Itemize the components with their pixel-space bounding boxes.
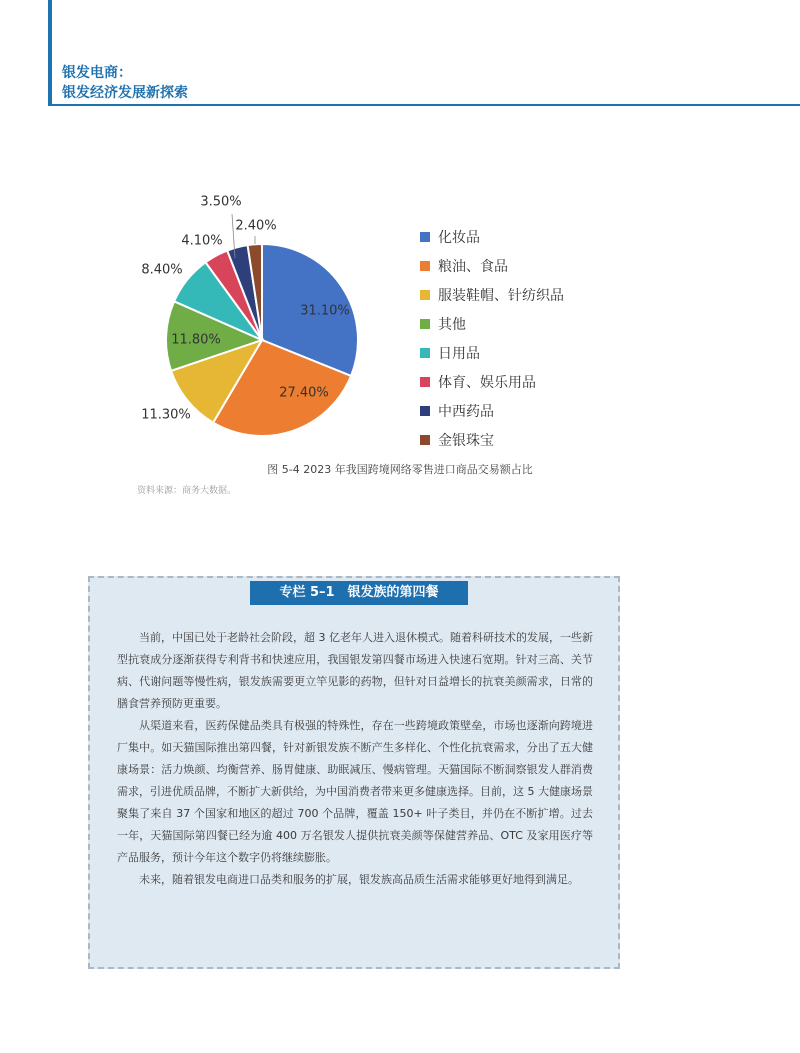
legend-label: 服装鞋帽、针纺织品 <box>438 287 564 304</box>
data-label-5: 8.40% <box>141 262 183 278</box>
legend-label: 其他 <box>438 316 466 333</box>
legend-label: 日用品 <box>438 345 480 362</box>
legend-item <box>420 425 564 454</box>
header-line-2: 银发经济发展新探索 <box>62 85 188 101</box>
legend-swatch <box>420 261 430 271</box>
chart-caption: 图 5-4 2023 年我国跨境网络零售进口商品交易额占比 <box>267 463 533 476</box>
sidebar-box-title: 专栏 5–1 银发族的第四餐 <box>250 581 468 605</box>
header-accent-bar <box>48 0 52 106</box>
legend-item <box>420 222 564 251</box>
legend-swatch <box>420 348 430 358</box>
legend-label: 粮油、食品 <box>438 258 508 275</box>
legend-label: 中西药品 <box>438 403 494 420</box>
legend-swatch <box>420 232 430 242</box>
box-paragraph-2: 从渠道来看，医药保健品类具有极强的特殊性，存在一些跨境政策壁垒，市场也逐渐向跨境进厂集中。如天猫国际推出第四餐，针对新银发族不断产生多样化、个性化抗衰需求，分出了五大健康场景：活力焕颜、均衡营养、肠胃健康、助眠减压、慢病管理。天猫国际不断洞察银发人群消费需求，引进优质品牌，不断扩大新供给，为中国消费者带来更多健康选择。目前，这 5 大健康场景聚集了来自 37 个国家和地区的超过 700 个品牌，覆盖 150+ 叶子类目，并仍在不断扩增。过去一年，天猫国际第四餐已经为逾 400 万名银发人提供抗衰美颜等保健营养品、OTC 及家用医疗等产品服务，预计今年这个数字仍将继续膨胀。 <box>117 719 593 864</box>
legend-item <box>420 280 564 309</box>
data-label-6: 4.10% <box>181 233 223 249</box>
legend-swatch <box>420 377 430 387</box>
legend-label: 体育、娱乐用品 <box>438 374 536 391</box>
header-rule <box>52 104 800 106</box>
sidebar-box-body <box>117 627 593 891</box>
legend-item <box>420 367 564 396</box>
legend-swatch <box>420 406 430 416</box>
data-label-2: 27.40% <box>279 385 329 401</box>
data-label-4: 11.80% <box>171 332 221 348</box>
data-label-7: 3.50% <box>200 194 242 210</box>
data-label-8: 2.40% <box>235 218 277 234</box>
legend-item <box>420 309 564 338</box>
legend-label: 金银珠宝 <box>438 432 494 449</box>
box-paragraph-3: 未来，随着银发电商进口品类和服务的扩展，银发族高品质生活需求能够更好地得到满足。 <box>139 873 579 886</box>
source-note: 资料来源：商务大数据。 <box>137 486 237 496</box>
page-header <box>62 63 188 103</box>
legend-item <box>420 338 564 367</box>
legend-item <box>420 396 564 425</box>
data-label-3: 11.30% <box>141 407 191 423</box>
chart-legend <box>420 222 564 454</box>
data-label-1: 31.10% <box>300 303 350 319</box>
legend-label: 化妆品 <box>438 229 480 246</box>
legend-swatch <box>420 319 430 329</box>
box-paragraph-1: 当前，中国已处于老龄社会阶段，超 3 亿老年人进入退休模式。随着科研技术的发展，一些新型抗衰成分逐渐获得专利背书和快速应用，我国银发第四餐市场进入快速石宽期。针对三高、关节病、代谢问题等慢性病，银发族需要更立竿见影的药物，但针对日益增长的抗衰美颜需求，日常的膳食营养预防更重要。 <box>117 631 593 710</box>
legend-swatch <box>420 435 430 445</box>
legend-item <box>420 251 564 280</box>
legend-swatch <box>420 290 430 300</box>
header-line-1: 银发电商： <box>62 65 132 81</box>
